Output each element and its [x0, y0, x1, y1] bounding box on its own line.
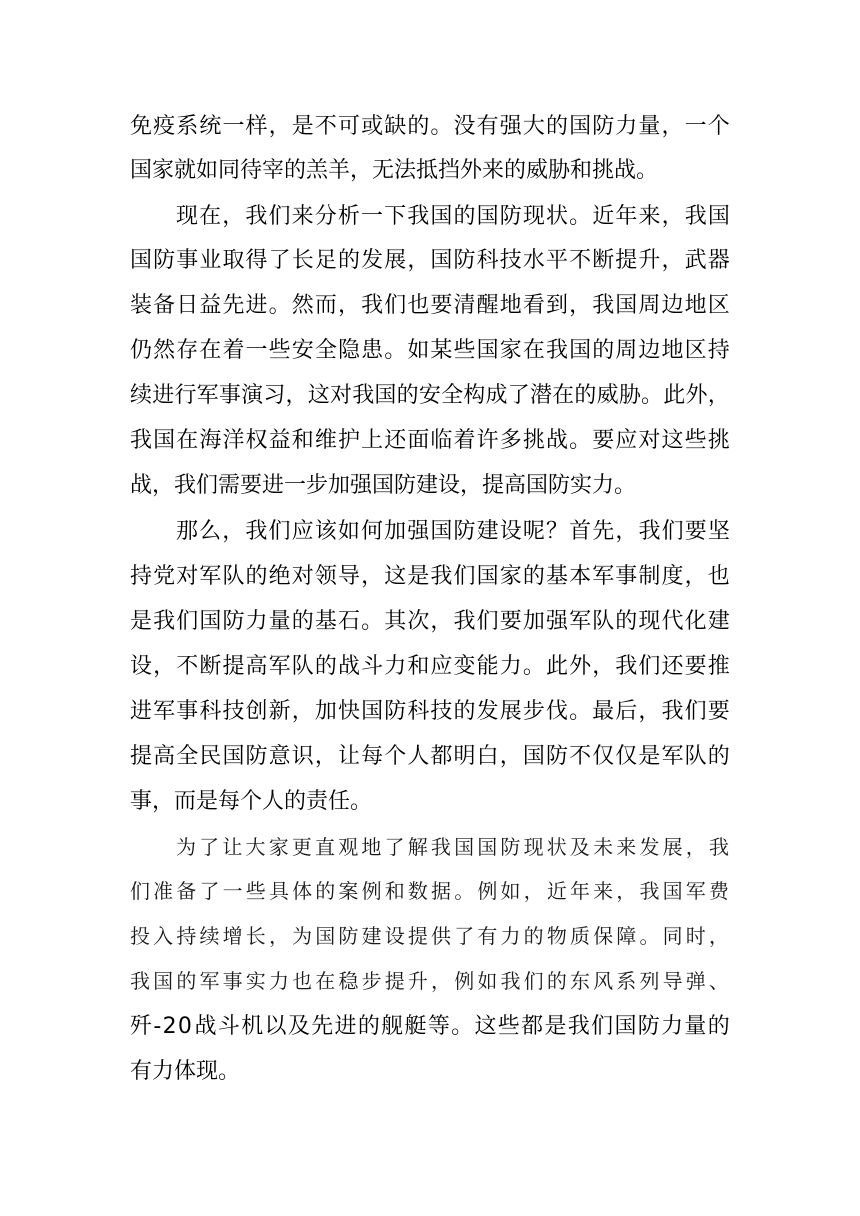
text-line: 续 进 行 军 事 演 习 ， 这 对 我 国 的 安 全 构 成 了 潜 在 的 威 胁 。 此 外 ，: [130, 383, 730, 408]
text-line: 战，我们需要进一步加强国防建设，提高国防实力。: [130, 473, 637, 498]
text-line: 我 国 的 军 事 实 力 也 在 稳 步 提 升 ， 例 如 我 们 的 东 风 系 列 导 弹 、: [130, 969, 730, 993]
text-line: 进 军 事 科 技 创 新 ， 加 快 国 防 科 技 的 发 展 步 伐 。 最 后 ， 我 们 要: [130, 699, 730, 724]
text-line: 事，而是每个人的责任。: [130, 789, 373, 814]
text-line: 国 防 事 业 取 得 了 长 足 的 发 展 ， 国 防 科 技 水 平 不 断 提 升 ， 武 器: [130, 248, 730, 273]
text-line: 仍 然 存 在 着 一 些 安 全 隐 患 。 如 某 些 国 家 在 我 国 的 周 边 地 区 持: [130, 338, 730, 363]
text-line: 为 了 让 大 家 更 直 观 地 了 解 我 国 国 防 现 状 及 未 来 发 展 ， 我: [176, 835, 730, 859]
text-line: 装 备 日 益 先 进 。 然 而 ， 我 们 也 要 清 醒 地 看 到 ， 我 国 周 边 地 区: [130, 293, 730, 318]
text-line: 持 党 对 军 队 的 绝 对 领 导 ， 这 是 我 们 国 家 的 基 本 军 事 制 度 ， 也: [130, 564, 730, 589]
text-line: 现 在 ， 我 们 来 分 析 一 下 我 国 的 国 防 现 状 。 近 年 来 ， 我 国: [176, 204, 730, 229]
text-line: 是 我 们 国 防 力 量 的 基 石 。 其 次 ， 我 们 要 加 强 军 队 的 现 代 化 建: [130, 609, 730, 634]
text-line: 那 么 ， 我 们 应 该 如 何 加 强 国 防 建 设 呢 ？ 首 先 ， 我 们 要 坚: [176, 519, 730, 544]
text-line: 歼 - 2 0 战 斗 机 以 及 先 进 的 舰 艇 等 。 这 些 都 是 我 们 国 防 力 量 的: [130, 1014, 730, 1039]
text-line: 设 ， 不 断 提 高 军 队 的 战 斗 力 和 应 变 能 力 。 此 外 ， 我 们 还 要 推: [130, 654, 730, 679]
text-line: 们 准 备 了 一 些 具 体 的 案 例 和 数 据 。 例 如 ， 近 年 来 ， 我 国 军 费: [130, 879, 730, 903]
text-line: 国家就如同待宰的羔羊，无法抵挡外来的威胁和挑战。: [130, 158, 659, 183]
text-line: 提 高 全 民 国 防 意 识 ， 让 每 个 人 都 明 白 ， 国 防 不 仅 仅 是 军 队 的: [130, 744, 730, 769]
text-line: 我 国 在 海 洋 权 益 和 维 护 上 还 面 临 着 许 多 挑 战 。 要 应 对 这 些 挑: [130, 428, 730, 453]
text-line: 有力体现。: [130, 1059, 241, 1084]
text-line: 免 疫 系 统 一 样 ， 是 不 可 或 缺 的 。 没 有 强 大 的 国 防 力 量 ， 一 个: [130, 114, 730, 139]
text-line: 投 入 持 续 增 长 ， 为 国 防 建 设 提 供 了 有 力 的 物 质 保 障 。 同 时 ，: [130, 924, 730, 948]
